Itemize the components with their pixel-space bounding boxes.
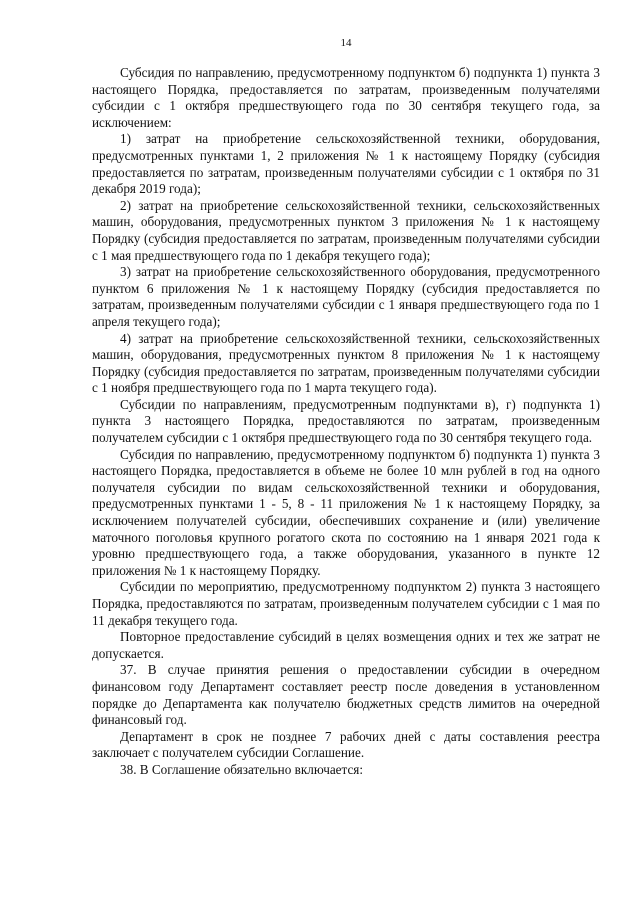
paragraph-agreement-deadline: Департамент в срок не позднее 7 рабочих дней с даты составления реестра заключает с получателем субсидии Соглашение. bbox=[92, 728, 600, 761]
paragraph-no-repeat: Повторное предоставление субсидий в целях возмещения одних и тех же затрат не допускается. bbox=[92, 629, 600, 661]
paragraph-exception-4: 4) затрат на приобретение сельскохозяйственной техники, сельскохозяйственных машин, оборудования, предусмотренных пунктом 8 приложения № 1 к настоящему Порядку (субсидия предоставляется по затратам, произведенным получателями субсидии с 1 ноября предшествующего года по 1 марта текущего года). bbox=[92, 330, 600, 396]
paragraph-subsidies-v-g: Субсидии по направлениям, предусмотренным подпунктами в), г) подпункта 1) пункта 3 настоящего Порядка, предоставляются по затратам, произведенным получателем субсидии с 1 октября предшествующего года по 30 сентября текущего года. bbox=[92, 396, 600, 446]
page-number: 14 bbox=[340, 37, 352, 49]
paragraph-exception-3: 3) затрат на приобретение сельскохозяйственного оборудования, предусмотренного пунктом 6 приложения № 1 к настоящему Порядку (субсидия предоставляется по затратам, произведенным получателями субсидии с 1 января предшествующего года по 1 апреля текущего года); bbox=[92, 264, 600, 329]
paragraph-subsidy-limit: Субсидия по направлению, предусмотренному подпунктом б) подпункта 1) пункта 3 настоящего Порядка, предоставляется в объеме не более 10 млн рублей в год на одного получателя субсидии по видам сельскохозяйственной техники и оборудования, предусмотренных пунктами 1 - 5, 8 - 11 приложения № 1 к настоящему Порядку, за исключением получателей субсидии, обеспечивших сохранение и (или) увеличение маточного поголовья крупного рогатого скота по состоянию на 1 января 2021 года к уровню предшествующего года, а также оборудования, указанного в пункте 12 приложения № 1 к настоящему Порядку. bbox=[92, 446, 600, 578]
paragraph-exception-2: 2) затрат на приобретение сельскохозяйственной техники, сельскохозяйственных машин, оборудования, предусмотренных пунктом 3 приложения № 1 к настоящему Порядку (субсидия предоставляется по затратам, произведенным получателями субсидии с 1 мая предшествующего года по 1 декабря текущего года); bbox=[92, 197, 600, 263]
paragraph-subsidy-measure-2: Субсидии по мероприятию, предусмотренному подпунктом 2) пункта 3 настоящего Порядка, предоставляются по затратам, произведенным получателем субсидии с 1 мая по 11 декабря текущего года. bbox=[92, 579, 600, 628]
paragraph-exception-1: 1) затрат на приобретение сельскохозяйственной техники, оборудования, предусмотренных пунктами 1, 2 приложения № 1 к настоящему Порядку (субсидия предоставляется по затратам, произведенным получателями субсидии с 1 октября по 31 декабря 2019 года); bbox=[92, 131, 600, 197]
paragraph-clause-37: 37. В случае принятия решения о предоставлении субсидии в очередном финансовом году Департамент составляет реестр после доведения в установленном порядке до Департамента как получателю бюджетных средств лимитов на очередной финансовый год. bbox=[92, 662, 600, 728]
paragraph-clause-38: 38. В Соглашение обязательно включается: bbox=[120, 761, 364, 777]
paragraph-subsidy-period-intro: Субсидия по направлению, предусмотренному подпунктом б) подпункта 1) пункта 3 настоящего Порядка, предоставляется по затратам, произведенным получателями субсидии с 1 октября предшествующего года по 30 сентября текущего года, за исключением: bbox=[92, 65, 600, 130]
document-body bbox=[92, 65, 600, 779]
